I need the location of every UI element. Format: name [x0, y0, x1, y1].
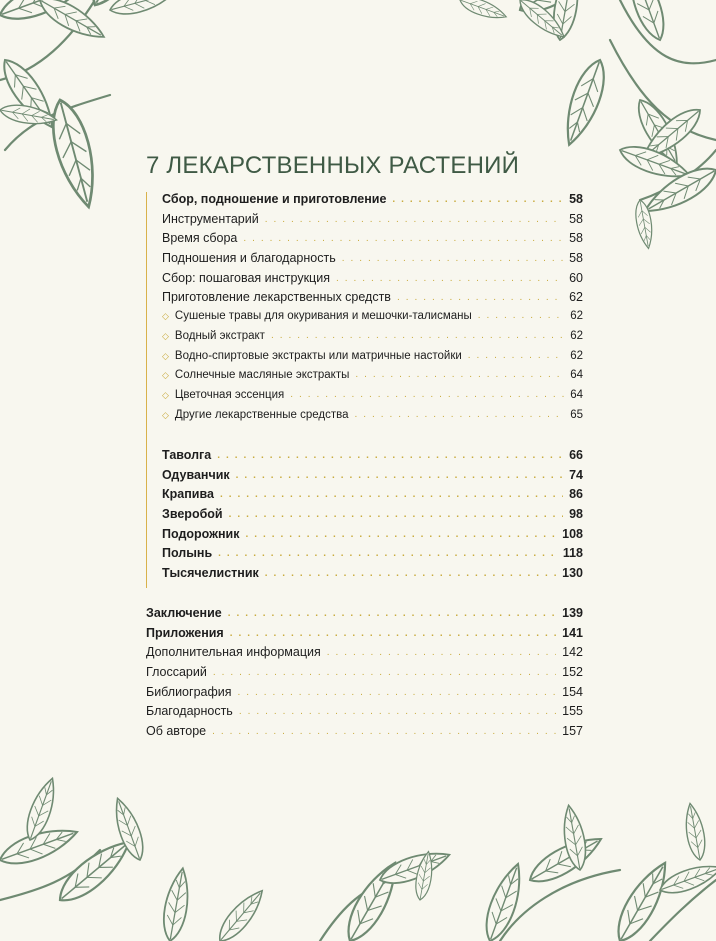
toc-entry[interactable]: [162, 251, 583, 271]
toc-entry-page: 66: [569, 447, 583, 462]
toc-entry[interactable]: [162, 566, 583, 586]
diamond-bullet-icon: ◇: [162, 330, 169, 341]
toc-entry-label: Сушеные травы для окуривания и мешочки-талисманы: [174, 310, 472, 323]
toc-subentry[interactable]: [162, 350, 583, 370]
toc-entry-label: Полынь: [162, 546, 213, 561]
toc-entry-label: Библиография: [146, 684, 232, 699]
toc-entry-page: 74: [569, 467, 583, 482]
toc-entry-label: Водный экстракт: [174, 329, 265, 342]
leader-dots: [218, 548, 557, 559]
leader-dots: [239, 706, 556, 717]
toc-entry[interactable]: [162, 507, 583, 527]
leader-dots: [213, 667, 556, 678]
leader-dots: [230, 628, 556, 639]
leader-dots: [290, 389, 564, 400]
toc-entry-page: 141: [562, 625, 583, 640]
toc-entry-page: 58: [569, 211, 583, 226]
toc-entry-page: 65: [570, 408, 583, 421]
toc-entry[interactable]: [146, 626, 583, 646]
section-accent-bar: [146, 192, 147, 588]
toc-entry-page: 98: [569, 507, 583, 521]
toc-subentry[interactable]: [162, 310, 583, 330]
toc-entry-page: 62: [569, 290, 583, 305]
toc-entry-label: Приложения: [146, 625, 224, 640]
toc-entry-label: Инструментарий: [162, 211, 259, 226]
leader-dots: [229, 509, 563, 520]
toc-entry-page: 62: [570, 349, 583, 362]
toc-entry[interactable]: [146, 704, 583, 724]
toc-entry[interactable]: [162, 290, 583, 310]
toc-entry[interactable]: [162, 546, 583, 566]
toc-subentry[interactable]: [162, 369, 583, 389]
leader-dots: [271, 330, 564, 341]
toc-entry-page: 64: [570, 369, 583, 382]
toc-entry[interactable]: [146, 685, 583, 705]
toc-entry-page: 58: [569, 251, 583, 266]
toc-subentry[interactable]: [162, 409, 583, 429]
toc-entry-label: Солнечные масляные экстракты: [174, 369, 350, 382]
toc-entry-page: 108: [562, 526, 583, 541]
toc-entry[interactable]: [146, 724, 583, 744]
leader-dots: [468, 350, 564, 361]
leader-dots: [217, 450, 563, 461]
toc-entry[interactable]: [162, 271, 583, 291]
toc-entry[interactable]: [162, 448, 583, 468]
diamond-bullet-icon: ◇: [162, 350, 169, 361]
toc-section-back-matter: [146, 606, 583, 744]
toc-entry-label: Приготовление лекарственных средств: [162, 290, 391, 305]
diamond-bullet-icon: ◇: [162, 311, 169, 322]
toc-entry-page: 86: [569, 487, 583, 502]
toc-entry-label: Глоссарий: [146, 665, 207, 680]
toc-subentry[interactable]: [162, 389, 583, 409]
leader-dots: [220, 489, 563, 500]
toc-entry[interactable]: [162, 231, 583, 251]
toc-entry[interactable]: [146, 665, 583, 685]
toc-entry-label: Крапива: [162, 487, 214, 502]
leader-dots: [355, 369, 564, 380]
toc-entry-page: 155: [562, 704, 583, 719]
toc-entry-page: 118: [562, 546, 583, 561]
leader-dots: [245, 529, 556, 540]
toc-entry-label: Благодарность: [146, 704, 233, 719]
leader-dots: [265, 568, 556, 579]
leader-dots: [212, 726, 556, 737]
toc-entry-page: 130: [562, 566, 583, 581]
leader-dots: [354, 409, 564, 420]
toc-entry-label: Подорожник: [162, 526, 240, 541]
leader-dots: [243, 233, 563, 244]
leader-dots: [265, 214, 563, 225]
leader-dots: [342, 253, 563, 264]
leader-dots: [228, 608, 556, 619]
toc-entry[interactable]: [146, 606, 583, 626]
chapter-title: 7 ЛЕКАРСТВЕННЫХ РАСТЕНИЙ: [146, 152, 520, 179]
toc-entry-label: Тысячелистник: [162, 566, 259, 581]
toc-entry[interactable]: [162, 192, 583, 212]
toc-entry-label: Водно-спиртовые экстракты или матричные настойки: [174, 349, 462, 362]
toc-entry-label: Об авторе: [146, 724, 207, 739]
toc-entry[interactable]: [162, 487, 583, 507]
toc-entry-label: Заключение: [146, 606, 222, 620]
leader-dots: [392, 194, 563, 205]
toc-entry-page: 139: [562, 606, 583, 620]
diamond-bullet-icon: ◇: [162, 389, 169, 400]
toc-entry-label: Цветочная эссенция: [174, 388, 285, 401]
toc-entry-page: 58: [569, 231, 583, 246]
toc-entry-page: 152: [562, 665, 583, 680]
toc-entry-label: Сбор: пошаговая инструкция: [162, 270, 330, 285]
toc-entry-page: 154: [562, 684, 583, 699]
toc-entry[interactable]: [162, 212, 583, 232]
toc-entry-page: 62: [570, 329, 583, 342]
toc-entry-page: 60: [569, 270, 583, 285]
toc-entry-label: Сбор, подношение и приготовление: [162, 192, 387, 206]
toc-entry-page: 157: [562, 724, 583, 739]
toc-subentry[interactable]: [162, 330, 583, 350]
toc-section-preparation: [162, 192, 583, 586]
toc-entry-page: 62: [570, 310, 583, 323]
diamond-bullet-icon: ◇: [162, 370, 169, 381]
leader-dots: [236, 470, 563, 481]
diamond-bullet-icon: ◇: [162, 409, 169, 420]
leader-dots: [397, 292, 563, 303]
toc-entry-page: 142: [562, 645, 583, 660]
toc-entry-label: Зверобой: [162, 507, 223, 521]
toc-entry-label: Время сбора: [162, 231, 238, 246]
toc-entry-page: 58: [569, 192, 583, 206]
leader-dots: [478, 310, 564, 321]
leader-dots: [336, 273, 563, 284]
toc-entry-label: Одуванчик: [162, 467, 230, 482]
toc-entry-label: Таволга: [162, 447, 212, 462]
toc-entry-label: Подношения и благодарность: [162, 251, 336, 266]
toc-entry-label: Дополнительная информация: [146, 645, 321, 660]
leader-dots: [327, 647, 556, 658]
toc-entry[interactable]: [162, 468, 583, 488]
toc-entry[interactable]: [146, 645, 583, 665]
toc-entry[interactable]: [162, 527, 583, 547]
toc-entry-page: 64: [570, 388, 583, 401]
leader-dots: [238, 687, 557, 698]
toc-entry-label: Другие лекарственные средства: [174, 408, 349, 421]
